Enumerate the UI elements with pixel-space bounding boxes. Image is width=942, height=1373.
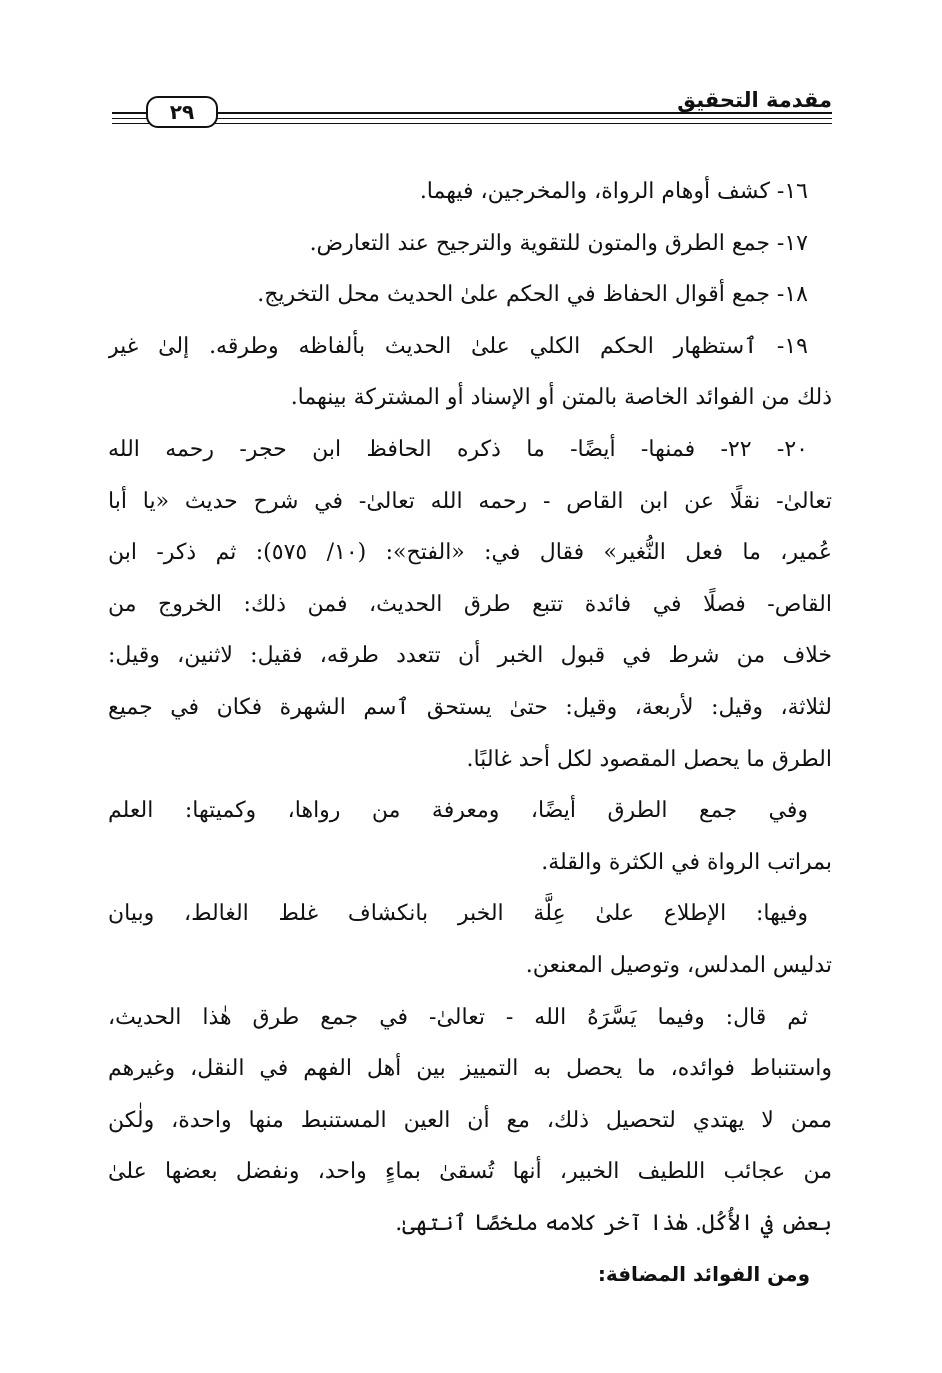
text-line: لثلاثة، وقيل: لأربعة، وقيل: حتىٰ يستحق ٱسم الشهرة فكان في جميع — [108, 694, 832, 720]
text-line: ممن لا يهتدي لتحصيل ذلك، مع أن العين المستنبط منها واحدة، ولٰكن — [108, 1107, 832, 1133]
text-line: من عجائب اللطيف الخبير، أنها تُسقىٰ بماءٍ واحد، ونفضل بعضها علىٰ — [108, 1159, 832, 1185]
header-rule-thin — [112, 123, 832, 124]
text-line: واستنباط فوائده، ما يحصل به التمييز بين أهل الفهم في النقل، وغيرهم — [108, 1056, 832, 1082]
running-head-title: مقدمة التحقيق — [677, 88, 832, 112]
text-line: بعض في الأُكُل. هٰذا آخر كلامه ملخصًا ٱنتهىٰ. — [395, 1210, 832, 1236]
text-line: القاص- فصلًا في فائدة تتبع طرق الحديث، فمن ذلك: الخروج من — [108, 591, 832, 617]
text-line: ١٨- جمع أقوال الحفاظ في الحكم علىٰ الحديث محل التخريج. — [257, 282, 808, 308]
page-number: ٢٩ — [146, 96, 218, 128]
text-line: ١٧- جمع الطرق والمتون للتقوية والترجيح عند التعارض. — [309, 230, 808, 256]
text-line: عُمير، ما فعل النُّغير» فقال في: «الفتح»: (١٠/ ٥٧٥): ثم ذكر- ابن — [108, 540, 832, 566]
text-line: ٢٠- ٢٢- فمنها- أيضًا- ما ذكره الحافظ ابن حجر- رحمه الله — [108, 436, 808, 462]
text-line: خلاف من شرط في قبول الخبر أن تتعدد طرقه، فقيل: لاثنين، وقيل: — [108, 643, 832, 669]
text-line: بمراتب الرواة في الكثرة والقلة. — [541, 849, 832, 875]
text-line: ١٦- كشف أوهام الرواة، والمخرجين، فيهما. — [419, 179, 808, 204]
text-line: ذلك من الفوائد الخاصة بالمتن أو الإسناد أو المشتركة بينهما. — [290, 385, 832, 411]
header-rule-middle — [112, 118, 832, 119]
text-line: ثم قال: وفيما يَسَّرَهُ الله - تعالىٰ- في جمع طرق هٰذا الحديث، — [108, 1004, 808, 1030]
text-line: ١٩- ٱستظهار الحكم الكلي علىٰ الحديث بألفاظه وطرقه. إلىٰ غير — [108, 333, 808, 359]
text-line: تدليس المدلس، وتوصيل المعنعن. — [525, 952, 832, 978]
text-line: تعالىٰ- نقلًا عن ابن القاص - رحمه الله تعالىٰ- في شرح حديث «يا أبا — [108, 488, 832, 514]
text-line: وفيها: الإطلاع علىٰ عِلَّة الخبر بانكشاف غلط الغالط، وبيان — [108, 901, 808, 927]
section-heading: ومن الفوائد المضافة: — [597, 1262, 810, 1287]
text-line: وفي جمع الطرق أيضًا، ومعرفة من رواها، وكميتها: العلم — [108, 798, 808, 824]
page-body — [108, 166, 832, 1301]
header-rule-thick — [112, 112, 832, 114]
text-line: الطرق ما يحصل المقصود لكل أحد غالبًا. — [466, 746, 832, 772]
page-header — [112, 82, 832, 132]
